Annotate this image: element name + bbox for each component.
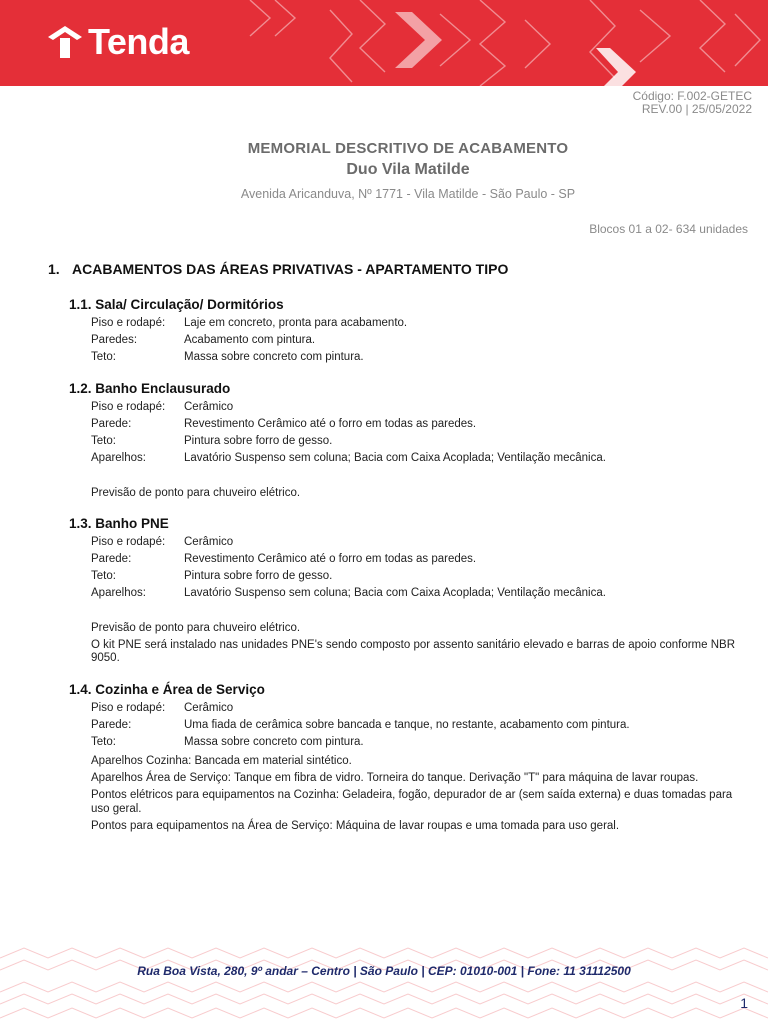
- spec-label: Teto:: [91, 736, 116, 748]
- footer-address: Rua Boa Vista, 280, 9º andar – Centro | São Paulo | CEP: 01010-001 | Fone: 11 31112500: [137, 964, 631, 978]
- spec-row: [91, 399, 749, 416]
- spec-label: Parede:: [91, 553, 132, 565]
- spec-value: Lavatório Suspenso sem coluna; Bacia com Caixa Acoplada; Ventilação mecânica.: [184, 587, 606, 599]
- title-block: [0, 140, 768, 201]
- tenda-logo: [46, 22, 189, 62]
- spec-row: [91, 433, 749, 450]
- spec-label: Aparelhos:: [91, 452, 146, 464]
- spec-row: [91, 551, 749, 568]
- spec-row: [91, 450, 749, 467]
- section-sala: [69, 297, 749, 366]
- revision-line: REV.00 | 25/05/2022: [641, 102, 752, 116]
- spec-label: Piso e rodapé:: [91, 317, 166, 329]
- spec-row: [91, 568, 749, 585]
- section-heading: 1.1. Sala/ Circulação/ Dormitórios: [69, 297, 284, 312]
- page-number: 1: [740, 995, 748, 1011]
- spec-value: Cerâmico: [184, 702, 234, 714]
- spec-label: Parede:: [91, 719, 132, 731]
- spec-label: Piso e rodapé:: [91, 702, 166, 714]
- spec-label: Aparelhos:: [91, 587, 146, 599]
- spec-row: [91, 332, 749, 349]
- spec-label: Teto:: [91, 570, 116, 582]
- section-heading: 1.3. Banho PNE: [69, 516, 169, 531]
- spec-value: Laje em concreto, pronta para acabamento.: [184, 317, 408, 329]
- spec-value: Massa sobre concreto com pintura.: [184, 351, 364, 363]
- spec-row: [91, 700, 749, 717]
- section-note: Previsão de ponto para chuveiro elétrico.: [91, 622, 301, 634]
- spec-row: [91, 734, 749, 751]
- spec-value: Cerâmico: [184, 536, 234, 548]
- spec-label: Piso e rodapé:: [91, 401, 166, 413]
- project-name: Duo Vila Matilde: [346, 161, 470, 178]
- section-note: Previsão de ponto para chuveiro elétrico.: [91, 487, 301, 499]
- spec-value: Pintura sobre forro de gesso.: [184, 435, 333, 447]
- spec-row: [91, 585, 749, 602]
- spec-row: [91, 534, 749, 551]
- spec-value: Uma fiada de cerâmica sobre bancada e tanque, no restante, acabamento com pintura.: [184, 719, 630, 731]
- spec-label: Piso e rodapé:: [91, 536, 166, 548]
- spec-value: Cerâmico: [184, 401, 234, 413]
- spec-line: Pontos elétricos para equipamentos na Cozinha: Geladeira, fogão, depurador de ar (sem saída externa) e duas tomadas para uso geral.: [91, 789, 733, 815]
- spec-value: Revestimento Cerâmico até o forro em todas as paredes.: [184, 553, 477, 565]
- spec-row: [91, 315, 749, 332]
- section-note: O kit PNE será instalado nas unidades PNE's sendo composto por assento sanitário elevado e barras de apoio conforme NBR 9050.: [91, 639, 735, 664]
- spec-row: [91, 717, 749, 734]
- chapter-number: 1.: [48, 261, 60, 277]
- chapter-heading: [48, 261, 508, 277]
- section-heading: 1.2. Banho Enclausurado: [69, 381, 231, 396]
- spec-value: Lavatório Suspenso sem coluna; Bacia com Caixa Acoplada; Ventilação mecânica.: [184, 452, 606, 464]
- footer-chevron-pattern: [0, 940, 768, 1024]
- section-heading: 1.4. Cozinha e Área de Serviço: [69, 682, 265, 697]
- spec-value: Massa sobre concreto com pintura.: [184, 736, 364, 748]
- spec-row: [91, 416, 749, 433]
- code-line: Código: F.002-GETEC: [632, 89, 752, 103]
- units-info: Blocos 01 a 02- 634 unidades: [589, 222, 748, 236]
- document-title: MEMORIAL DESCRITIVO DE ACABAMENTO: [247, 140, 569, 157]
- spec-row: [91, 349, 749, 366]
- footer: [0, 940, 768, 1024]
- section-banho-enclausurado: [69, 381, 749, 500]
- spec-label: Paredes:: [91, 334, 138, 346]
- document-code: [633, 90, 752, 116]
- header-banner: [0, 0, 768, 86]
- house-roof-icon: [46, 24, 84, 60]
- spec-line: Aparelhos Cozinha: Bancada em material sintético.: [91, 755, 352, 767]
- spec-value: Pintura sobre forro de gesso.: [184, 570, 333, 582]
- project-address: Avenida Aricanduva, Nº 1771 - Vila Matilde - São Paulo - SP: [240, 187, 576, 201]
- section-banho-pne: [69, 516, 749, 665]
- spec-value: Acabamento com pintura.: [184, 334, 316, 346]
- spec-label: Parede:: [91, 418, 132, 430]
- spec-label: Teto:: [91, 351, 116, 363]
- chapter-title: ACABAMENTOS DAS ÁREAS PRIVATIVAS - APARTAMENTO TIPO: [72, 261, 509, 277]
- section-cozinha: [69, 682, 749, 833]
- logo-text: Tenda: [88, 21, 189, 62]
- spec-line: Aparelhos Área de Serviço: Tanque em fibra de vidro. Torneira do tanque. Derivação "T" para máquina de lavar roupas.: [91, 772, 699, 784]
- spec-value: Revestimento Cerâmico até o forro em todas as paredes.: [184, 418, 477, 430]
- spec-line: Pontos para equipamentos na Área de Serviço: Máquina de lavar roupas e uma tomada para uso geral.: [91, 820, 620, 832]
- spec-label: Teto:: [91, 435, 116, 447]
